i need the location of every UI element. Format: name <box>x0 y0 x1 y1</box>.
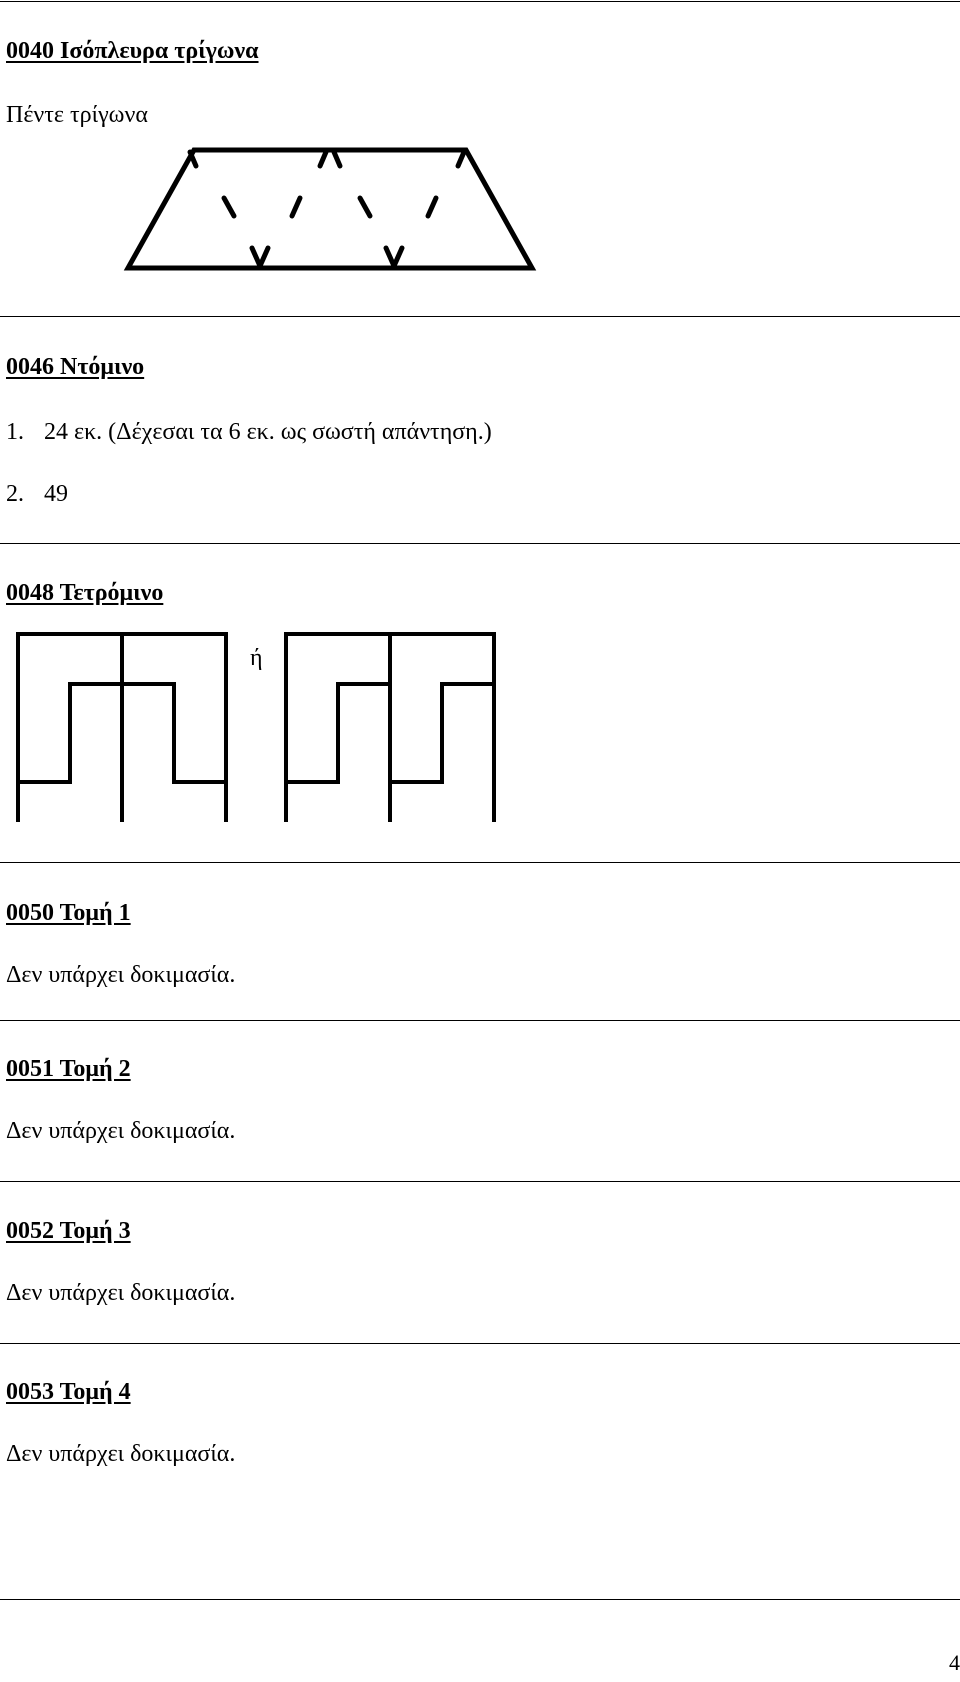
divider <box>0 1181 960 1182</box>
answer-0052: Δεν υπάρχει δοκιμασία. <box>6 1280 236 1306</box>
divider <box>0 862 960 863</box>
tetromino-figure-b <box>270 620 510 830</box>
divider <box>0 543 960 544</box>
section-heading-0052: 0052 Τομή 3 <box>6 1218 131 1244</box>
list-item-number: 1. <box>6 419 24 445</box>
list-item <box>6 419 492 446</box>
list-item-text: 24 εκ. (Δέχεσαι τα 6 εκ. ως σωστή απάντηση.) <box>44 419 492 445</box>
divider <box>0 1020 960 1021</box>
trapezoid-triangles-figure <box>0 0 960 300</box>
tetromino-figure-a <box>0 620 240 830</box>
section-heading-0048: 0048 Τετρόμινο <box>6 580 164 606</box>
answer-0050: Δεν υπάρχει δοκιμασία. <box>6 962 236 988</box>
list-item <box>6 481 68 508</box>
list-item-text: 49 <box>44 481 68 507</box>
page-number: 4 <box>949 1650 960 1675</box>
answer-0051: Δεν υπάρχει δοκιμασία. <box>6 1118 236 1144</box>
list-item-number: 2. <box>6 481 24 507</box>
section-heading-0050: 0050 Τομή 1 <box>6 900 131 926</box>
divider <box>0 316 960 317</box>
divider <box>0 1599 960 1600</box>
section-heading-0046: 0046 Ντόμινο <box>6 354 145 380</box>
or-label: ή <box>250 645 263 671</box>
divider <box>0 1343 960 1344</box>
section-heading-0053: 0053 Τομή 4 <box>6 1379 131 1405</box>
section-heading-0051: 0051 Τομή 2 <box>6 1056 131 1082</box>
section-heading-0040: 0040 Ισόπλευρα τρίγωνα <box>6 38 259 64</box>
answer-0053: Δεν υπάρχει δοκιμασία. <box>6 1441 236 1467</box>
answer-0040: Πέντε τρίγωνα <box>6 102 148 128</box>
